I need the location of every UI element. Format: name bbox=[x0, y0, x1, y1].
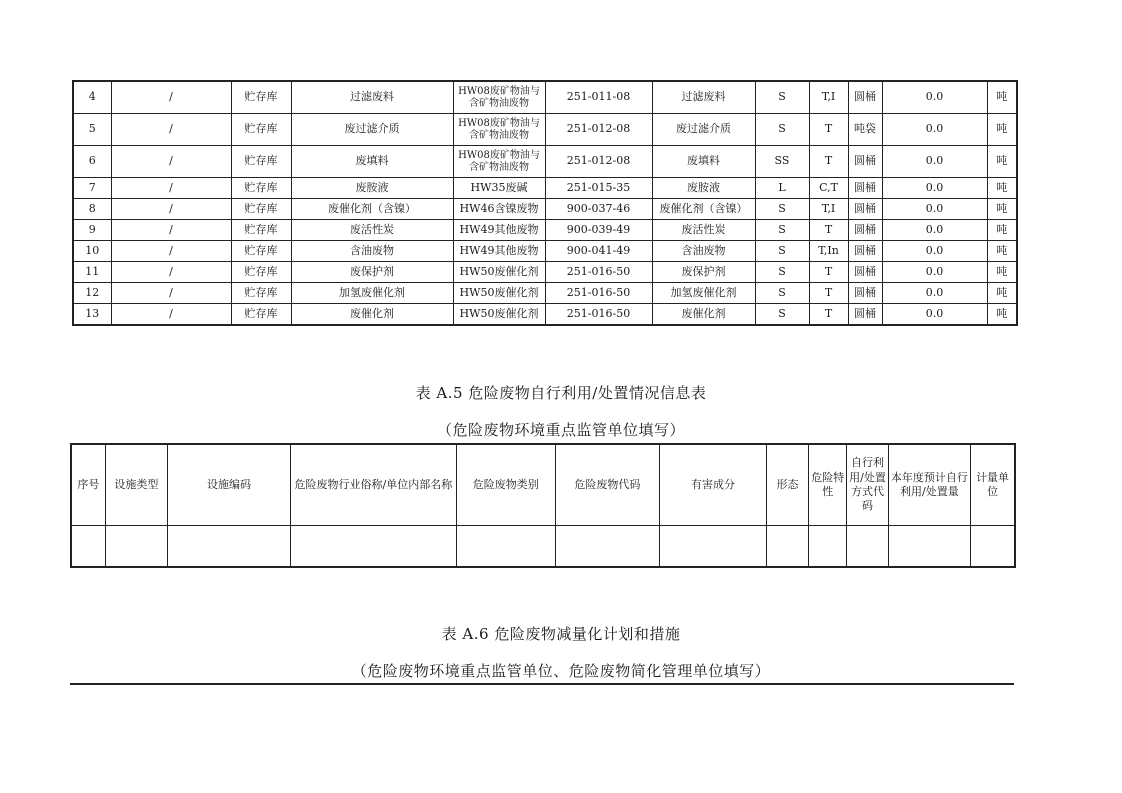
row-number: 10 bbox=[73, 241, 111, 262]
waste-category: HW50废催化剂 bbox=[453, 283, 545, 304]
unit: 吨 bbox=[987, 262, 1017, 283]
hazard-property: T,In bbox=[809, 241, 848, 262]
facility-code: 贮存库 bbox=[231, 114, 291, 146]
row-number: 5 bbox=[73, 114, 111, 146]
container-type: 圆桶 bbox=[848, 146, 882, 178]
waste-name: 含油废物 bbox=[291, 241, 453, 262]
container-type: 圆桶 bbox=[848, 283, 882, 304]
hazardous-component: 废胺液 bbox=[652, 178, 755, 199]
column-header: 危险废物代码 bbox=[555, 444, 660, 526]
hazard-property: T,I bbox=[809, 81, 848, 114]
waste-name: 过滤废料 bbox=[291, 81, 453, 114]
unit: 吨 bbox=[987, 146, 1017, 178]
waste-code: 900-037-46 bbox=[545, 199, 652, 220]
hazard-property: T,I bbox=[809, 199, 848, 220]
table-row bbox=[73, 283, 1017, 304]
amount: 0.0 bbox=[882, 304, 987, 326]
empty-cell[interactable] bbox=[105, 526, 167, 568]
hazardous-component: 废催化剂 bbox=[652, 304, 755, 326]
empty-cell[interactable] bbox=[290, 526, 456, 568]
waste-form: S bbox=[755, 199, 809, 220]
waste-category: HW08废矿物油与含矿物油废物 bbox=[453, 114, 545, 146]
waste-code: 900-041-49 bbox=[545, 241, 652, 262]
row-number: 9 bbox=[73, 220, 111, 241]
container-type: 圆桶 bbox=[848, 199, 882, 220]
table-a5-title: 表 A.5 危险废物自行利用/处置情况信息表 bbox=[415, 384, 707, 402]
facility-type: / bbox=[111, 283, 231, 304]
table-row bbox=[73, 241, 1017, 262]
waste-code: 251-015-35 bbox=[545, 178, 652, 199]
hazardous-component: 加氢废催化剂 bbox=[652, 283, 755, 304]
waste-name: 废填料 bbox=[291, 146, 453, 178]
row-number: 11 bbox=[73, 262, 111, 283]
empty-cell[interactable] bbox=[71, 526, 105, 568]
hazardous-component: 含油废物 bbox=[652, 241, 755, 262]
row-number: 12 bbox=[73, 283, 111, 304]
empty-cell[interactable] bbox=[971, 526, 1015, 568]
column-header: 设施类型 bbox=[105, 444, 167, 526]
facility-code: 贮存库 bbox=[231, 146, 291, 178]
empty-cell[interactable] bbox=[888, 526, 971, 568]
amount: 0.0 bbox=[882, 199, 987, 220]
table-row bbox=[73, 262, 1017, 283]
waste-form: L bbox=[755, 178, 809, 199]
table-row bbox=[73, 304, 1017, 326]
container-type: 圆桶 bbox=[848, 81, 882, 114]
waste-form: S bbox=[755, 220, 809, 241]
container-type: 吨袋 bbox=[848, 114, 882, 146]
empty-cell[interactable] bbox=[809, 526, 847, 568]
table-a5-subtitle: （危险废物环境重点监管单位填写） bbox=[436, 421, 685, 439]
waste-code: 900-039-49 bbox=[545, 220, 652, 241]
column-header: 设施编码 bbox=[168, 444, 291, 526]
hazard-property: T bbox=[809, 283, 848, 304]
empty-cell[interactable] bbox=[555, 526, 660, 568]
table-a6-title: 表 A.6 危险废物减量化计划和措施 bbox=[441, 625, 681, 643]
table-a5-header-row bbox=[71, 444, 1015, 526]
waste-category: HW46含镍废物 bbox=[453, 199, 545, 220]
unit: 吨 bbox=[987, 283, 1017, 304]
column-header: 本年度预计自行利用/处置量 bbox=[888, 444, 971, 526]
column-header: 序号 bbox=[71, 444, 105, 526]
facility-type: / bbox=[111, 178, 231, 199]
container-type: 圆桶 bbox=[848, 262, 882, 283]
unit: 吨 bbox=[987, 241, 1017, 262]
waste-name: 废保护剂 bbox=[291, 262, 453, 283]
waste-code: 251-011-08 bbox=[545, 81, 652, 114]
hazardous-component: 废填料 bbox=[652, 146, 755, 178]
waste-form: S bbox=[755, 241, 809, 262]
waste-form: S bbox=[755, 262, 809, 283]
facility-code: 贮存库 bbox=[231, 283, 291, 304]
unit: 吨 bbox=[987, 220, 1017, 241]
hazard-property: T bbox=[809, 304, 848, 326]
hazardous-component: 过滤废料 bbox=[652, 81, 755, 114]
empty-cell[interactable] bbox=[168, 526, 291, 568]
table-row bbox=[73, 220, 1017, 241]
empty-cell[interactable] bbox=[847, 526, 888, 568]
table-a6-subtitle: （危险废物环境重点监管单位、危险废物简化管理单位填写） bbox=[351, 662, 771, 680]
empty-cell[interactable] bbox=[456, 526, 555, 568]
container-type: 圆桶 bbox=[848, 178, 882, 199]
waste-code: 251-016-50 bbox=[545, 262, 652, 283]
unit: 吨 bbox=[987, 81, 1017, 114]
row-number: 6 bbox=[73, 146, 111, 178]
column-header: 危险废物类别 bbox=[456, 444, 555, 526]
hazard-property: T bbox=[809, 262, 848, 283]
table-row bbox=[73, 81, 1017, 114]
waste-category: HW50废催化剂 bbox=[453, 262, 545, 283]
waste-category: HW35废碱 bbox=[453, 178, 545, 199]
waste-form: S bbox=[755, 283, 809, 304]
facility-code: 贮存库 bbox=[231, 262, 291, 283]
facility-type: / bbox=[111, 146, 231, 178]
amount: 0.0 bbox=[882, 241, 987, 262]
waste-category: HW50废催化剂 bbox=[453, 304, 545, 326]
waste-name: 加氢废催化剂 bbox=[291, 283, 453, 304]
waste-name: 废胺液 bbox=[291, 178, 453, 199]
waste-category: HW49其他废物 bbox=[453, 220, 545, 241]
waste-category: HW08废矿物油与含矿物油废物 bbox=[453, 81, 545, 114]
facility-code: 贮存库 bbox=[231, 241, 291, 262]
waste-form: S bbox=[755, 114, 809, 146]
waste-form: S bbox=[755, 81, 809, 114]
facility-code: 贮存库 bbox=[231, 220, 291, 241]
unit: 吨 bbox=[987, 304, 1017, 326]
waste-code: 251-012-08 bbox=[545, 146, 652, 178]
table-a5 bbox=[70, 443, 1016, 568]
row-number: 8 bbox=[73, 199, 111, 220]
hazardous-component: 废过滤介质 bbox=[652, 114, 755, 146]
amount: 0.0 bbox=[882, 220, 987, 241]
table-row bbox=[73, 146, 1017, 178]
facility-type: / bbox=[111, 220, 231, 241]
amount: 0.0 bbox=[882, 114, 987, 146]
hazardous-waste-table bbox=[72, 80, 1018, 326]
facility-code: 贮存库 bbox=[231, 304, 291, 326]
row-number: 7 bbox=[73, 178, 111, 199]
waste-name: 废催化剂（含镍） bbox=[291, 199, 453, 220]
hazardous-component: 废活性炭 bbox=[652, 220, 755, 241]
facility-code: 贮存库 bbox=[231, 199, 291, 220]
column-header: 自行利用/处置方式代码 bbox=[847, 444, 888, 526]
container-type: 圆桶 bbox=[848, 241, 882, 262]
table-a5-empty-row bbox=[71, 526, 1015, 568]
column-header: 形态 bbox=[766, 444, 808, 526]
hazard-property: C,T bbox=[809, 178, 848, 199]
facility-type: / bbox=[111, 262, 231, 283]
row-number: 4 bbox=[73, 81, 111, 114]
unit: 吨 bbox=[987, 199, 1017, 220]
amount: 0.0 bbox=[882, 178, 987, 199]
facility-code: 贮存库 bbox=[231, 178, 291, 199]
amount: 0.0 bbox=[882, 283, 987, 304]
container-type: 圆桶 bbox=[848, 304, 882, 326]
waste-code: 251-016-50 bbox=[545, 304, 652, 326]
column-header: 有害成分 bbox=[660, 444, 767, 526]
amount: 0.0 bbox=[882, 146, 987, 178]
column-header: 危险特性 bbox=[809, 444, 847, 526]
waste-category: HW08废矿物油与含矿物油废物 bbox=[453, 146, 545, 178]
hazard-property: T bbox=[809, 146, 848, 178]
facility-type: / bbox=[111, 304, 231, 326]
waste-category: HW49其他废物 bbox=[453, 241, 545, 262]
hazardous-component: 废保护剂 bbox=[652, 262, 755, 283]
hazardous-component: 废催化剂（含镍） bbox=[652, 199, 755, 220]
column-header: 计量单位 bbox=[971, 444, 1015, 526]
unit: 吨 bbox=[987, 114, 1017, 146]
waste-form: SS bbox=[755, 146, 809, 178]
waste-name: 废活性炭 bbox=[291, 220, 453, 241]
hazard-property: T bbox=[809, 220, 848, 241]
unit: 吨 bbox=[987, 178, 1017, 199]
table-row bbox=[73, 199, 1017, 220]
amount: 0.0 bbox=[882, 262, 987, 283]
facility-type: / bbox=[111, 81, 231, 114]
table-row bbox=[73, 178, 1017, 199]
hazard-property: T bbox=[809, 114, 848, 146]
facility-type: / bbox=[111, 199, 231, 220]
waste-form: S bbox=[755, 304, 809, 326]
container-type: 圆桶 bbox=[848, 220, 882, 241]
amount: 0.0 bbox=[882, 81, 987, 114]
table-row bbox=[73, 114, 1017, 146]
waste-code: 251-016-50 bbox=[545, 283, 652, 304]
waste-code: 251-012-08 bbox=[545, 114, 652, 146]
empty-cell[interactable] bbox=[660, 526, 767, 568]
column-header: 危险废物行业俗称/单位内部名称 bbox=[290, 444, 456, 526]
waste-name: 废过滤介质 bbox=[291, 114, 453, 146]
table-a6-top-rule bbox=[70, 683, 1014, 685]
empty-cell[interactable] bbox=[766, 526, 808, 568]
row-number: 13 bbox=[73, 304, 111, 326]
waste-name: 废催化剂 bbox=[291, 304, 453, 326]
facility-type: / bbox=[111, 114, 231, 146]
facility-code: 贮存库 bbox=[231, 81, 291, 114]
facility-type: / bbox=[111, 241, 231, 262]
